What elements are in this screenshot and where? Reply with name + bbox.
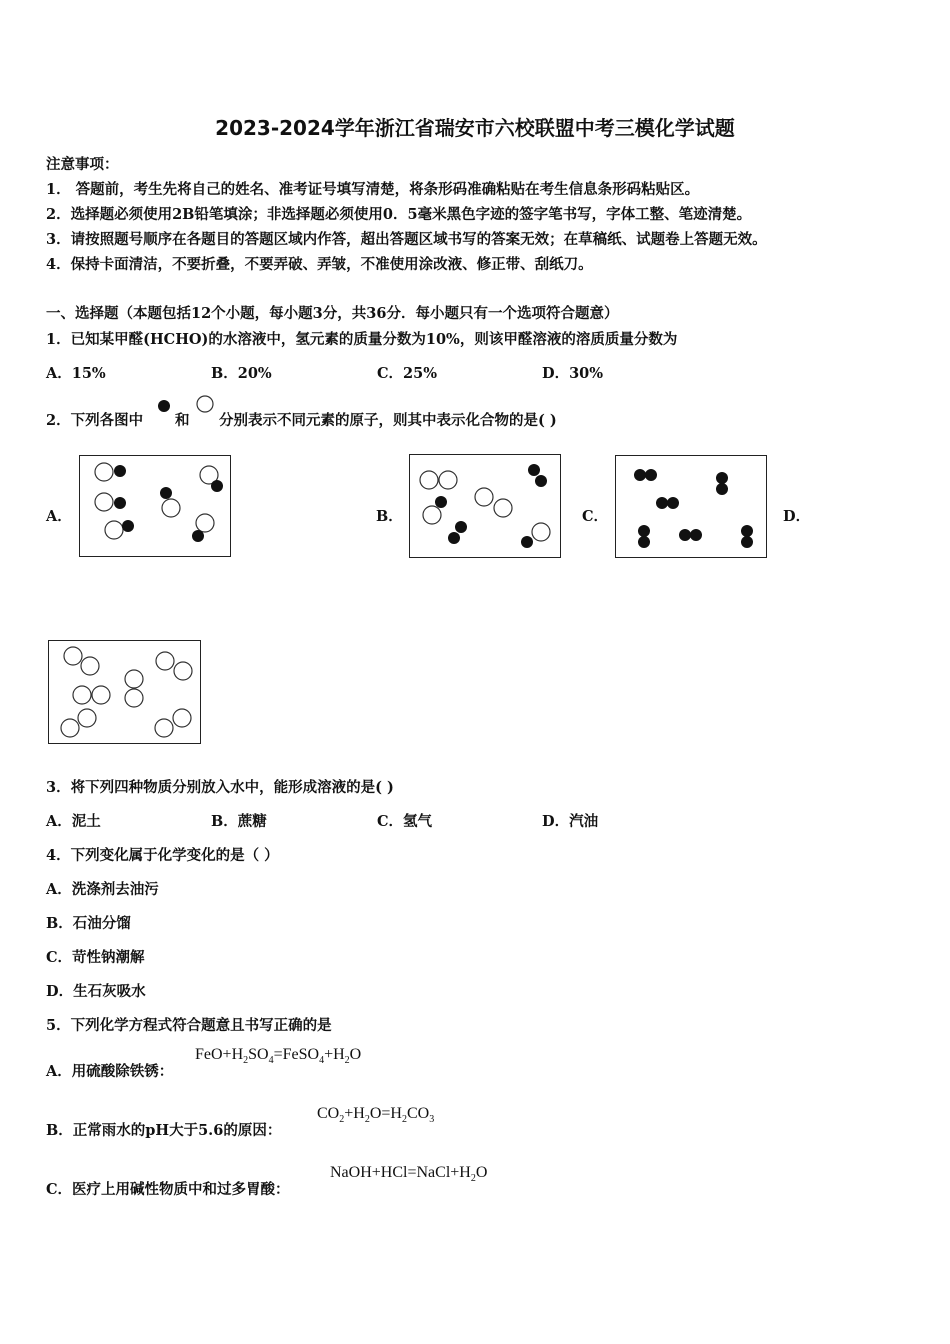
diagram-b: [409, 454, 561, 558]
q2-option-d-label: D．: [783, 508, 811, 525]
question-2-stem-a: 2．下列各图中: [46, 412, 144, 429]
q1-option-c: C．25%: [377, 365, 437, 382]
page-title: 2023-2024学年浙江省瑞安市六校联盟中考三模化学试题: [215, 116, 735, 140]
q5-option-a-label: A．用硫酸除铁锈：: [46, 1063, 174, 1080]
q3-option-b: B．蔗糖: [211, 813, 267, 830]
q4-option-b: B．石油分馏: [46, 915, 131, 932]
black-atom-icon: [158, 400, 170, 412]
q5-option-b-equation: $CO_2+H_2O=H_2CO_3$: [317, 1105, 435, 1126]
section-heading: 一、选择题（本题包括12个小题，每小题3分，共36分．每小题只有一个选项符合题意）: [46, 305, 619, 322]
question-3-stem: 3．将下列四种物质分别放入水中，能形成溶液的是( ): [46, 779, 394, 796]
q3-option-a: A．泥土: [46, 813, 101, 830]
question-5-stem: 5．下列化学方程式符合题意且书写正确的是: [46, 1017, 332, 1034]
q5-option-c-label: C．医疗上用碱性物质中和过多胃酸：: [46, 1181, 290, 1198]
q1-option-a: A．15%: [46, 365, 106, 382]
q1-option-d: D．30%: [542, 365, 604, 382]
diagram-c: [615, 455, 767, 558]
q1-option-b: B．20%: [211, 365, 272, 382]
notice-item-3: 3．请按照题号顺序在各题目的答题区域内作答，超出答题区域书写的答案无效；在草稿纸、试题卷上答题无效。: [46, 231, 767, 248]
q5-option-c-equation: $NaOH+HCl=NaCl+H_2O$: [330, 1164, 488, 1185]
question-2-stem-b: 分别表示不同元素的原子，则其中表示化合物的是( ): [219, 412, 557, 429]
notice-item-4: 4．保持卡面清洁，不要折叠，不要弄破、弄皱，不准使用涂改液、修正带、刮纸刀。: [46, 256, 593, 273]
question-2-stem-and: 和: [175, 412, 190, 429]
question-1-stem: 1．已知某甲醛(HCHO)的水溶液中，氢元素的质量分数为10%，则该甲醛溶液的溶质质量分数为: [46, 331, 678, 348]
q3-option-c: C．氢气: [377, 813, 433, 830]
diagram-a: [79, 455, 231, 557]
q2-option-c-label: C．: [582, 508, 609, 525]
q2-option-a-label: A．: [46, 508, 72, 525]
q4-option-c: C．苛性钠潮解: [46, 949, 145, 966]
diagram-d: [48, 640, 201, 744]
question-4-stem: 4．下列变化属于化学变化的是（ ）: [46, 847, 279, 864]
notice-item-2: 2．选择题必须使用2B铅笔填涂；非选择题必须使用0．5毫米黑色字迹的签字笔书写，字体工整、笔迹清楚。: [46, 206, 752, 223]
q4-option-d: D．生石灰吸水: [46, 983, 146, 1000]
notice-heading: 注意事项：: [46, 156, 119, 173]
notice-item-1: 1． 答题前，考生先将自己的姓名、准考证号填写清楚，将条形码准确粘贴在考生信息条形码粘贴区。: [46, 181, 700, 198]
white-atom-icon: [197, 396, 213, 412]
q2-option-b-label: B．: [376, 508, 403, 525]
q4-option-a: A．洗涤剂去油污: [46, 881, 159, 898]
q5-option-a-equation: $FeO+H_2SO_4=FeSO_4+H_2O$: [195, 1046, 362, 1067]
q3-option-d: D．汽油: [542, 813, 599, 830]
q5-option-b-label: B．正常雨水的pH大于5.6的原因：: [46, 1122, 282, 1139]
